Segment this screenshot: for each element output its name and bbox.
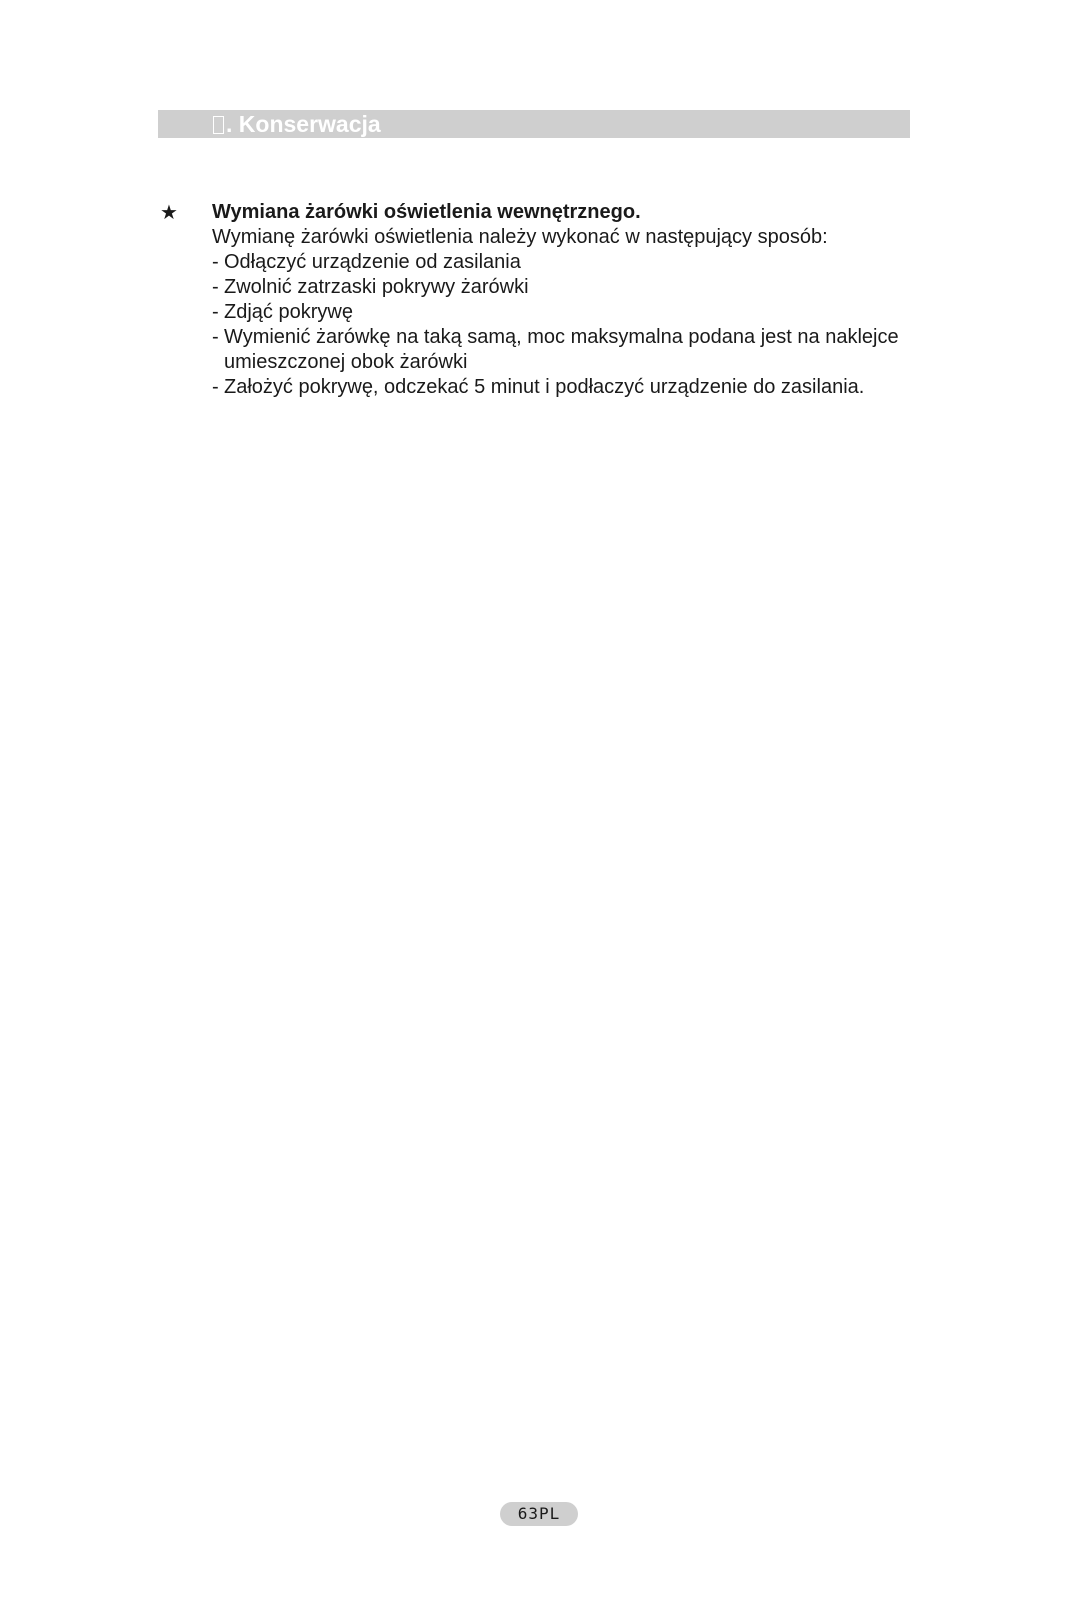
step-text: Odłączyć urządzenie od zasilania (224, 251, 521, 273)
step-dash: - (212, 251, 219, 273)
step-dash: - (212, 276, 219, 298)
missing-glyph-icon (213, 116, 224, 134)
star-icon: ★ (160, 200, 178, 224)
step-dash: - (212, 376, 219, 398)
step-text: Zdjąć pokrywę (224, 301, 353, 323)
item-heading: Wymiana żarówki oświetlenia wewnętrznego. (212, 201, 641, 223)
page-content (160, 200, 900, 400)
step-dash: - (212, 301, 219, 323)
step-item (212, 375, 900, 400)
instruction-item (160, 200, 900, 400)
section-header-bar (158, 110, 910, 138)
section-title (213, 111, 381, 137)
page-number-badge: 63PL (500, 1502, 578, 1526)
section-title-text: . Konserwacja (226, 111, 381, 137)
step-dash: - (212, 326, 219, 348)
step-item (212, 300, 900, 325)
step-item (212, 250, 900, 275)
step-text: Wymienić żarówkę na taką samą, moc maksymalna podana jest na naklejce umieszczonej obok żarówki (224, 326, 899, 373)
step-text: Założyć pokrywę, odczekać 5 minut i podłaczyć urządzenie do zasilania. (224, 376, 865, 398)
steps-list (212, 250, 900, 400)
step-item (212, 325, 900, 375)
step-text: Zwolnić zatrzaski pokrywy żarówki (224, 276, 529, 298)
item-intro: Wymianę żarówki oświetlenia należy wykonać w następujący sposób: (212, 226, 828, 248)
step-item (212, 275, 900, 300)
